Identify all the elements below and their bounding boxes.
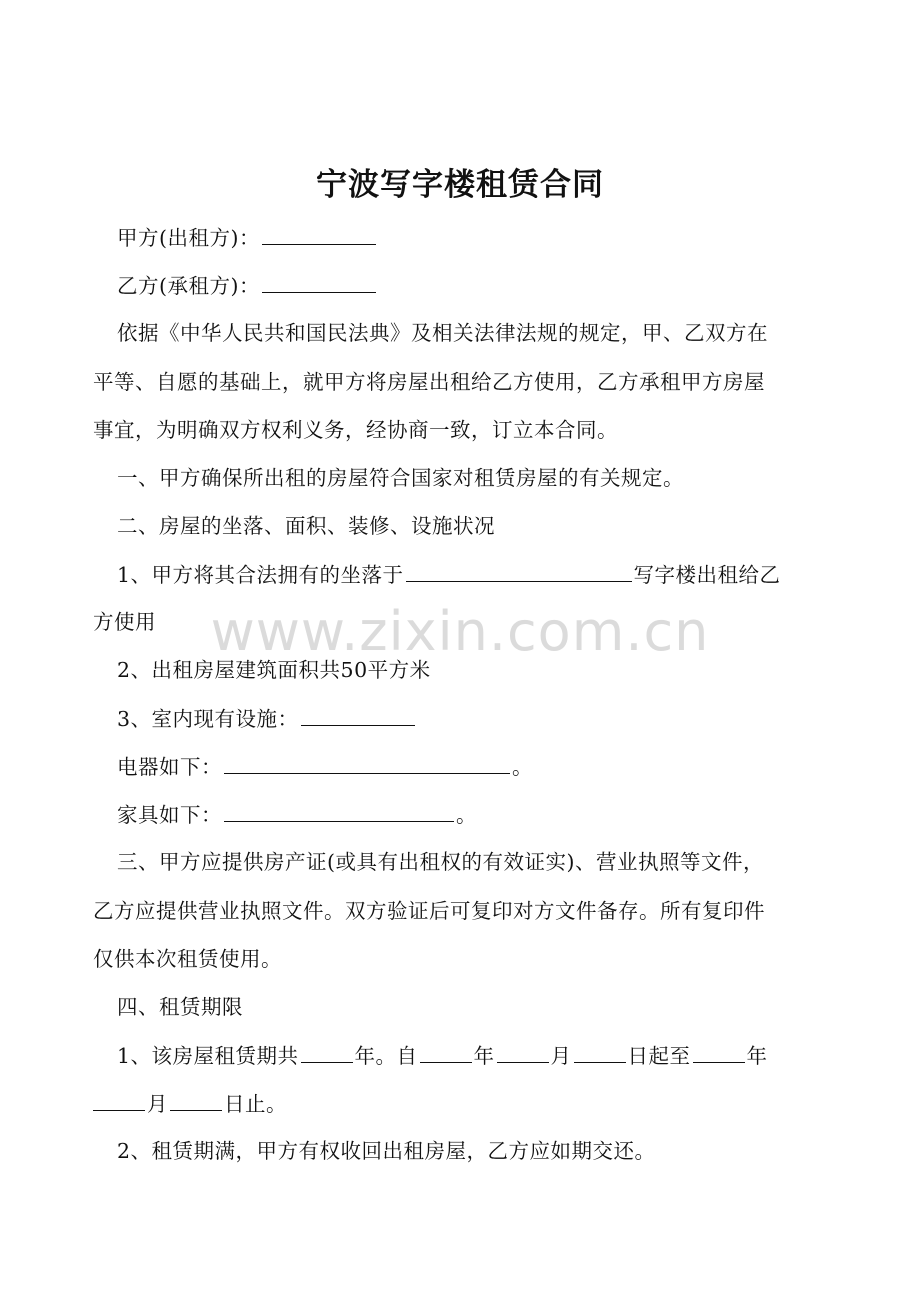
party-a-label: 甲方(出租方)： xyxy=(117,226,260,250)
clause-2-item-1 xyxy=(117,559,781,590)
term-text-h: 日止。 xyxy=(224,1092,287,1116)
clause-2-item-3 xyxy=(117,703,417,734)
document-title: 宁波写字楼租赁合同 xyxy=(316,167,604,203)
clause-3-line-1: 三、甲方应提供房产证(或具有出租权的有效证实)、营业执照等文件， xyxy=(117,850,764,874)
party-b-label: 乙方(承租方)： xyxy=(117,274,260,298)
end-year-blank xyxy=(693,1040,745,1063)
furniture-line xyxy=(117,799,477,830)
party-a-blank xyxy=(262,222,376,245)
party-a-line xyxy=(117,222,378,253)
clause-4-item-1-cont xyxy=(93,1088,287,1119)
start-month-blank xyxy=(497,1040,549,1063)
start-day-blank xyxy=(574,1040,626,1063)
appliances-end: 。 xyxy=(512,755,533,779)
end-month-blank xyxy=(93,1088,145,1111)
furniture-end: 。 xyxy=(456,803,477,827)
furniture-blank xyxy=(224,799,454,822)
clause-1: 一、甲方确保所出租的房屋符合国家对租赁房屋的有关规定。 xyxy=(117,466,684,490)
clause-2-item-2: 2、出租房屋建筑面积共50平方米 xyxy=(117,658,431,682)
clause-2-item-1-prefix: 1、甲方将其合法拥有的坐落于 xyxy=(117,563,404,587)
clause-2-item-1-suffix: 写字楼出租给乙 xyxy=(633,563,781,587)
term-text-d: 月 xyxy=(550,1044,572,1068)
clause-3-line-2: 乙方应提供营业执照文件。双方验证后可复印对方文件备存。所有复印件 xyxy=(93,899,765,923)
appliances-blank xyxy=(224,751,510,774)
intro-line-3: 事宜，为明确双方权利义务，经协商一致，订立本合同。 xyxy=(93,418,618,442)
term-text-f: 年 xyxy=(746,1044,768,1068)
intro-line-1: 依据《中华人民共和国民法典》及相关法律法规的规定，甲、乙双方在 xyxy=(117,321,768,345)
facilities-blank xyxy=(301,703,415,726)
term-years-blank xyxy=(301,1040,353,1063)
intro-line-2: 平等、自愿的基础上，就甲方将房屋出租给乙方使用，乙方承租甲方房屋 xyxy=(93,370,765,394)
clause-3-line-3: 仅供本次租赁使用。 xyxy=(93,947,282,971)
clause-4-heading: 四、租赁期限 xyxy=(117,995,243,1019)
term-text-e: 日起至 xyxy=(627,1044,691,1068)
term-text-c: 年 xyxy=(473,1044,495,1068)
clause-4-item-2: 2、租赁期满，甲方有权收回出租房屋，乙方应如期交还。 xyxy=(117,1139,656,1163)
end-day-blank xyxy=(170,1088,222,1111)
term-text-a: 1、该房屋租赁期共 xyxy=(117,1044,299,1068)
clause-2-heading: 二、房屋的坐落、面积、装修、设施状况 xyxy=(117,514,495,538)
clause-2-item-3-prefix: 3、室内现有设施： xyxy=(117,707,299,731)
clause-4-item-1 xyxy=(117,1040,768,1071)
furniture-label: 家具如下： xyxy=(117,803,222,827)
party-b-blank xyxy=(262,270,376,293)
clause-2-item-1-cont: 方使用 xyxy=(93,610,156,634)
appliances-line xyxy=(117,751,533,782)
appliances-label: 电器如下： xyxy=(117,755,222,779)
watermark: www.zixin.com.cn xyxy=(210,600,710,663)
start-year-blank xyxy=(420,1040,472,1063)
term-text-b: 年。自 xyxy=(354,1044,418,1068)
term-text-g: 月 xyxy=(147,1092,168,1116)
party-b-line xyxy=(117,270,378,301)
location-blank xyxy=(406,559,632,582)
